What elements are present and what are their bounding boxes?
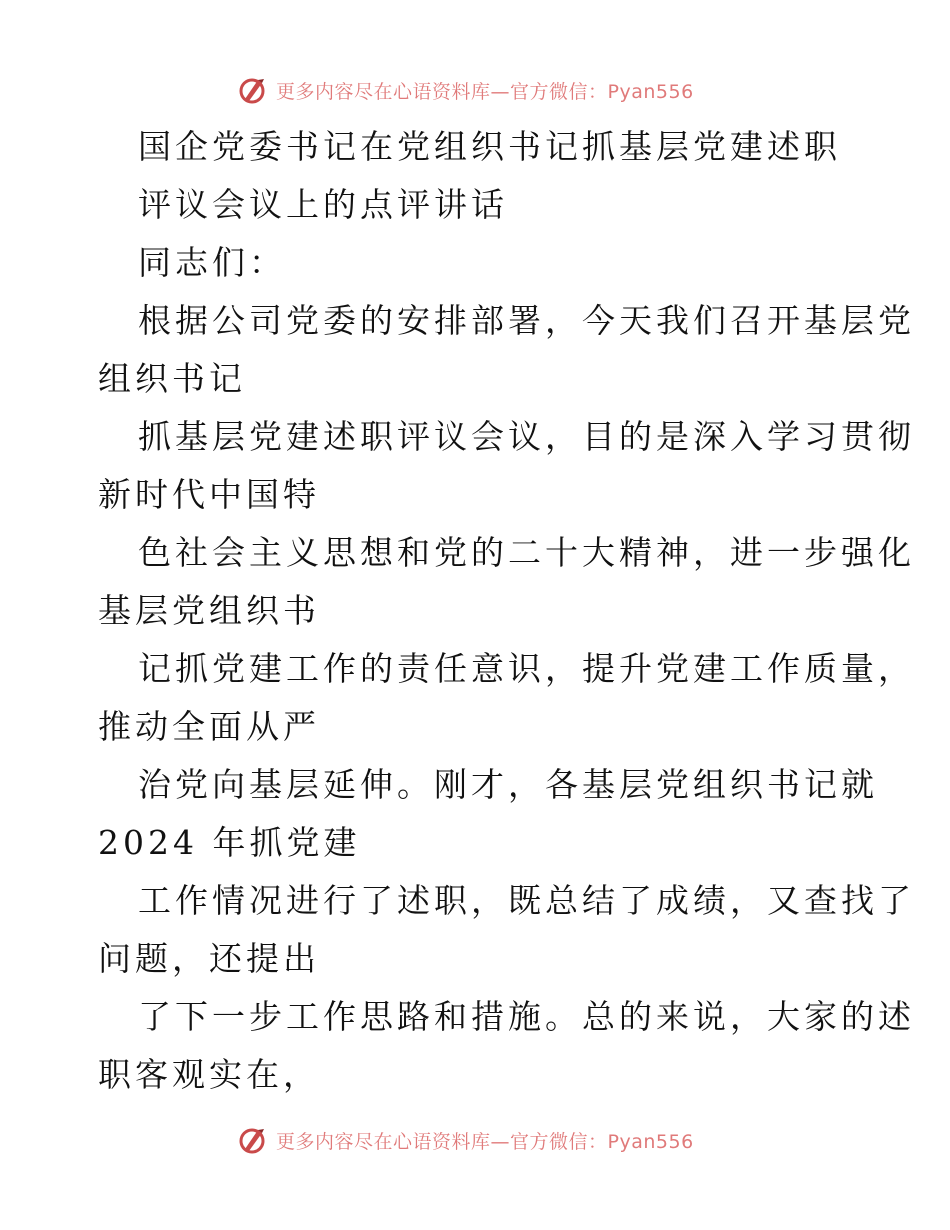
watermark-text: 更多内容尽在心语资料库—官方微信：Pyan556 [276, 80, 694, 103]
header-watermark [236, 72, 756, 108]
salutation: 同志们： [138, 243, 286, 282]
pen-circle-logo-icon [236, 74, 268, 106]
document-body [98, 118, 915, 1104]
paragraph-line: 基层党组织书 [98, 591, 320, 630]
paragraph-line: 问题，还提出 [98, 939, 320, 978]
paragraph-line: 新时代中国特 [98, 475, 320, 514]
paragraph-line: 抓基层党建述职评议会议，目的是深入学习贯彻 [138, 417, 915, 456]
paragraph-line: 2024 年抓党建 [98, 823, 361, 862]
paragraph-line: 记抓党建工作的责任意识，提升党建工作质量， [138, 649, 915, 688]
paragraph-line: 推动全面从严 [98, 707, 320, 746]
paragraph-line: 根据公司党委的安排部署，今天我们召开基层党 [138, 301, 915, 340]
footer-watermark [236, 1122, 756, 1158]
paragraph-line: 治党向基层延伸。刚才，各基层党组织书记就 [138, 765, 878, 804]
paragraph-line: 组织书记 [98, 359, 246, 398]
pen-circle-logo-icon [236, 1124, 268, 1156]
paragraph-line: 了下一步工作思路和措施。总的来说，大家的述 [138, 997, 915, 1036]
watermark-text: 更多内容尽在心语资料库—官方微信：Pyan556 [276, 1130, 694, 1153]
paragraph-line: 工作情况进行了述职，既总结了成绩，又查找了 [138, 881, 915, 920]
paragraph-line: 职客观实在， [98, 1055, 320, 1094]
title-line-1: 国企党委书记在党组织书记抓基层党建述职 [138, 127, 841, 166]
paragraph-line: 色社会主义思想和党的二十大精神，进一步强化 [138, 533, 915, 572]
title-line-2: 评议会议上的点评讲话 [138, 185, 508, 224]
